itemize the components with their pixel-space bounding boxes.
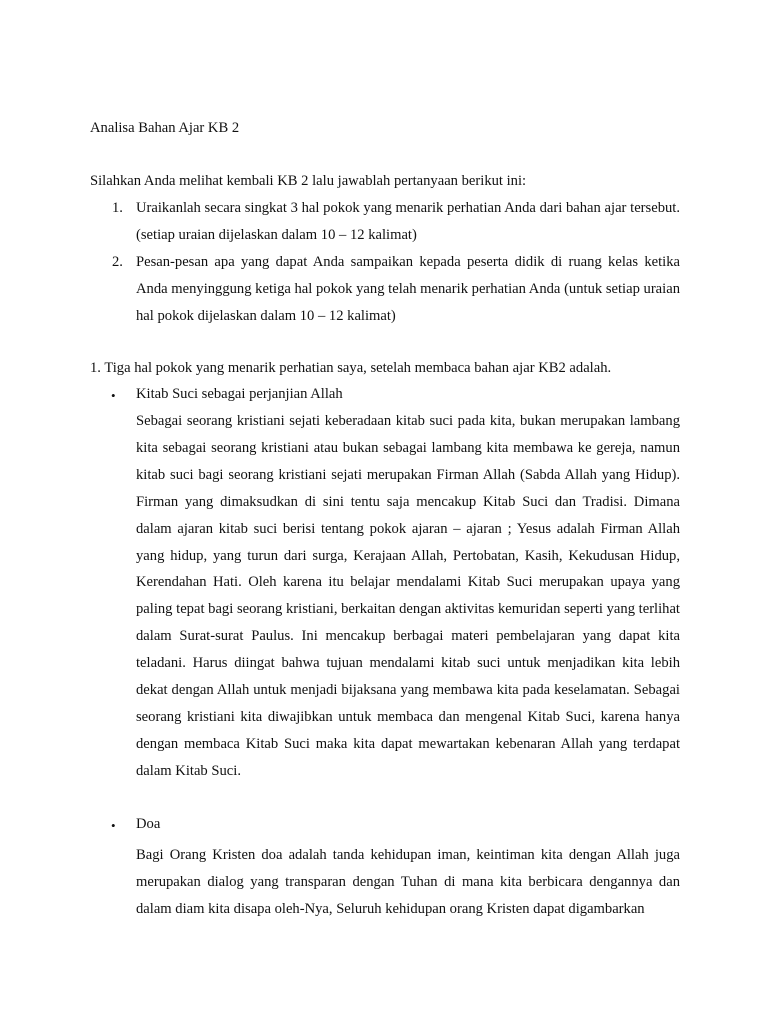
point-1-heading: Kitab Suci sebagai perjanjian Allah: [136, 386, 343, 402]
instruction-text: Silahkan Anda melihat kembali KB 2 lalu jawablah pertanyaan berikut ini:: [90, 173, 527, 189]
point-2-paragraph: Bagi Orang Kristen doa adalah tanda kehidupan iman, keintiman kita dengan Allah juga merupakan dialog yang transparan dengan Tuhan di mana kita berbicara dengannya dan dalam diam kita disapa oleh-Nya, Seluruh kehidupan orang Kristen dapat digambarkan: [136, 847, 680, 917]
point-1-paragraph: Sebagai seorang kristiani sejati keberadaan kitab suci pada kita, bukan merupakan lambang kita sebagai seorang kristiani atau bukan sebagai lambang kita membawa ke gereja, namun kitab suci bagi seorang kristiani sejati merupakan Firman Allah (Sabda Allah yang Hidup). Firman yang dimaksudkan di sini tentu saja mencakup Kitab Suci dan Tradisi. Dimana dalam ajaran kitab suci berisi tentang pokok ajaran – ajaran ; Yesus adalah Firman Allah yang hidup, yang turun dari surga, Kerajaan Allah, Pertobatan, Kasih, Kekudusan Hidup, Kerendahan Hati. Oleh karena itu belajar mendalami Kitab Suci merupakan upaya yang paling tepat bagi seorang kristiani, berkaitan dengan aktivitas kemuridan seperti yang terlihat dalam Surat-surat Paulus. Ini mencakup berbagai materi pembelajaran yang dapat kita teladani. Harus diingat bahwa tujuan mendalami kitab suci untuk menjadikan kita lebih dekat dengan Allah untuk menjadi bijaksana yang membawa kita pada keselamatan. Sebagai seorang kristiani kita diwajibkan untuk membaca dan mengenal Kitab Suci, karena hanya dengan membaca Kitab Suci maka kita dapat mewartakan kebenaran Allah yang terdapat dalam Kitab Suci.: [136, 413, 680, 779]
point-2-heading: Doa: [136, 816, 161, 832]
point-1-body: [136, 408, 680, 785]
question-1-number: 1.: [112, 200, 123, 216]
bullet-icon: •: [111, 818, 116, 833]
question-2-number: 2.: [112, 254, 123, 270]
document-title: Analisa Bahan Ajar KB 2: [90, 120, 240, 136]
bullet-icon: •: [111, 388, 116, 403]
point-2-body: [136, 842, 680, 923]
question-2-text: Pesan-pesan apa yang dapat Anda sampaikan kepada peserta didik di ruang kelas ketika Anda menyinggung ketiga hal pokok yang telah menarik perhatian Anda (untuk setiap uraian hal pokok dijelaskan dalam 10 – 12 kalimat): [136, 254, 680, 324]
answer-heading: 1. Tiga hal pokok yang menarik perhatian saya, setelah membaca bahan ajar KB2 adalah.: [90, 360, 612, 376]
question-1-text: Uraikanlah secara singkat 3 hal pokok yang menarik perhatian Anda dari bahan ajar tersebut. (setiap uraian dijelaskan dalam 10 – 12 kalimat): [136, 200, 680, 243]
